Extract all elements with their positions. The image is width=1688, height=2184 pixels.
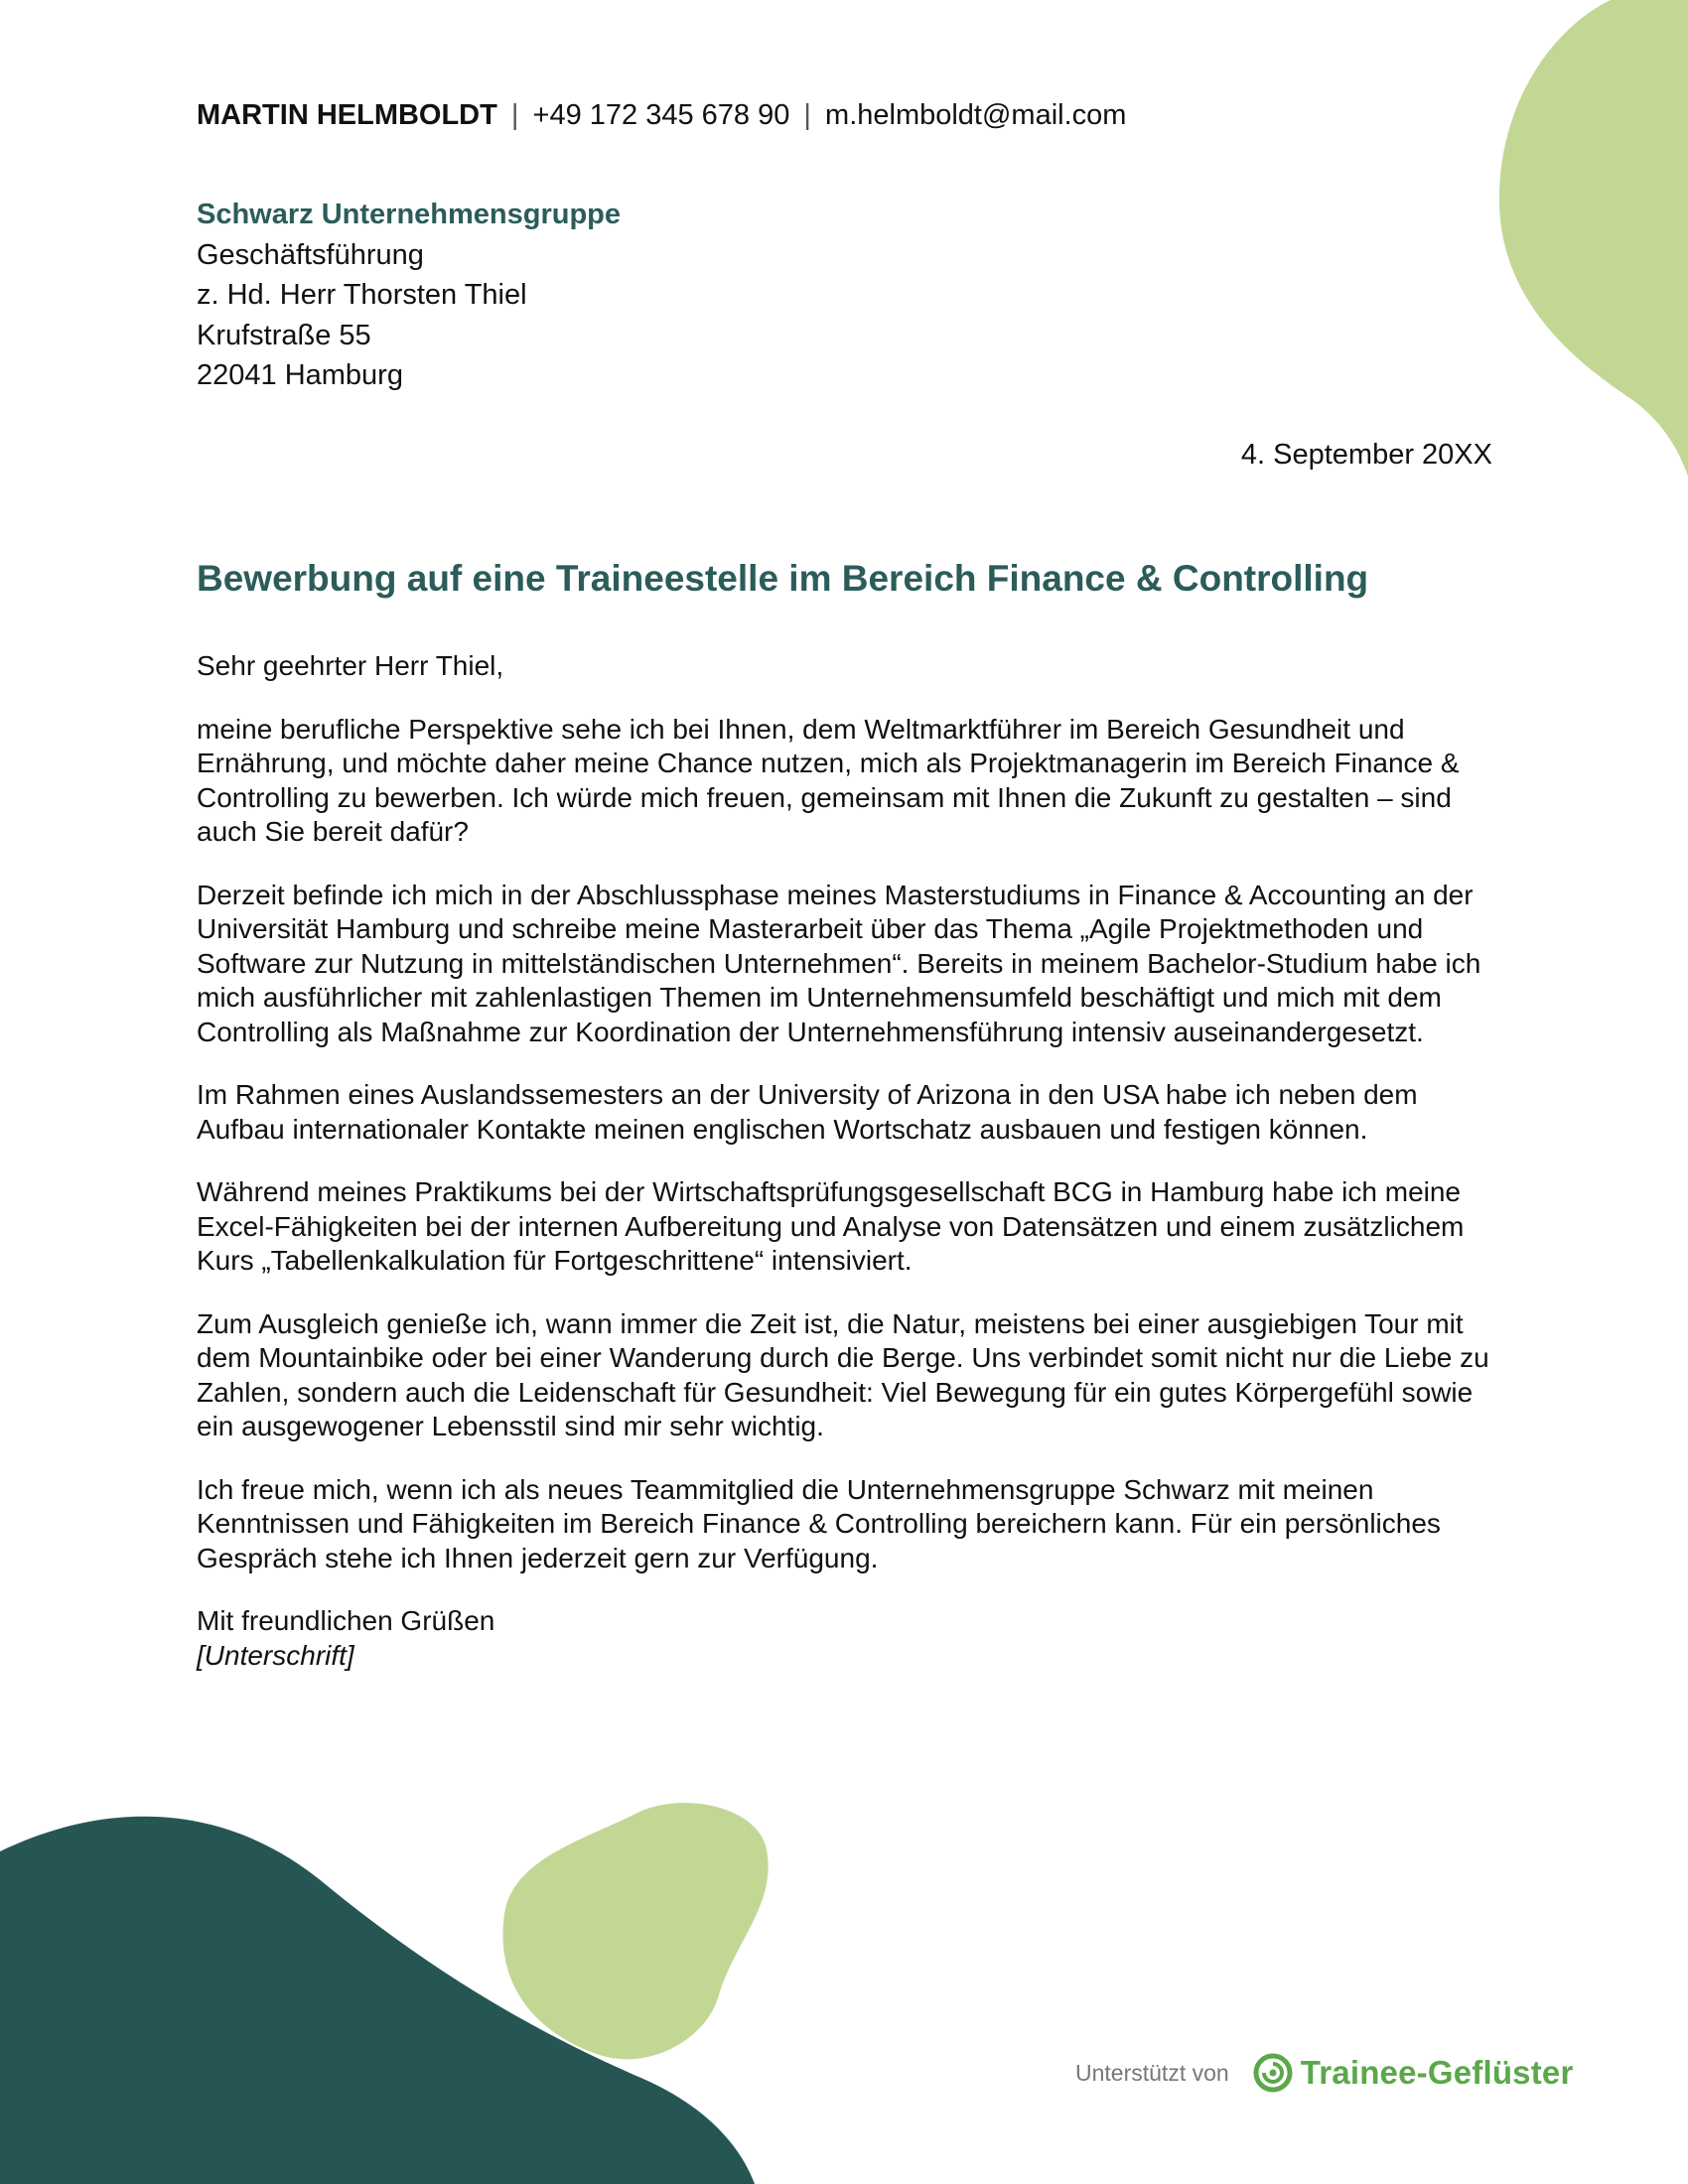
recipient-street: Krufstraße 55 <box>197 319 371 351</box>
body-paragraph: Ich freue mich, wenn ich als neues Teammitglied die Unternehmensgruppe Schwarz mit meinen Kenntnissen und Fähigkeiten im Bereich Finance & Controlling bereichern kann. Für ein persönliches Gespräch stehe ich Ihnen jederzeit gern zur Verfügung. <box>197 1473 1441 1573</box>
salutation: Sehr geehrter Herr Thiel, <box>197 650 504 681</box>
sender-phone: +49 172 345 678 90 <box>532 99 790 131</box>
body-paragraph: Im Rahmen eines Auslandssemesters an der University of Arizona in den USA habe ich neben dem Aufbau internationaler Kontakte meinen englischen Wortschatz ausbauen und festigen können. <box>197 1079 1418 1145</box>
letter-date: 4. September 20XX <box>1240 439 1492 471</box>
decorative-blob-bottom-center <box>494 1795 773 2065</box>
footer-branding <box>1075 2053 1574 2093</box>
recipient-address <box>197 195 621 396</box>
recipient-company: Schwarz Unternehmensgruppe <box>197 199 622 230</box>
recipient-department: Geschäftsführung <box>197 238 424 271</box>
sender-header <box>197 97 1126 133</box>
header-separator: | <box>803 99 811 131</box>
decorative-blob-top-right <box>1430 0 1688 477</box>
closing: Mit freundlichen Grüßen <box>197 1605 495 1636</box>
body-paragraph: Derzeit befinde ich mich in der Abschlussphase meines Masterstudiums in Finance & Accounting an der Universität Hamburg und schreibe meine Masterarbeit über das Thema „Agile Projektmethoden und Software zur Nutzung in mittelständischen Unternehmen“. Bereits in meinem Bachelor-Studium habe ich mich ausführlicher mit zahlenlastigen Themen im Unternehmensumfeld beschäftigt und mich mit dem Controlling als Maßnahme zur Koordination der Unternehmensführung intensiv auseinandergesetzt. <box>197 879 1481 1047</box>
body-paragraph: meine berufliche Perspektive sehe ich bei Ihnen, dem Weltmarktführer im Bereich Gesundheit und Ernährung, und möchte daher meine Chance nutzen, mich als Projektmanagerin im Bereich Finance & Controlling zu bewerben. Ich würde mich freuen, gemeinsam mit Ihnen die Zukunft zu gestalten – sind auch Sie bereit dafür? <box>197 713 1460 847</box>
recipient-attention: z. Hd. Herr Thorsten Thiel <box>197 279 527 311</box>
spiral-logo-icon <box>1253 2053 1293 2093</box>
header-separator: | <box>510 99 519 131</box>
sender-name: MARTIN HELMBOLDT <box>197 99 497 131</box>
sender-email: m.helmboldt@mail.com <box>825 99 1127 131</box>
recipient-city: 22041 Hamburg <box>197 359 403 391</box>
body-paragraph: Während meines Praktikums bei der Wirtschaftsprüfungsgesellschaft BCG in Hamburg habe ich meine Excel-Fähigkeiten bei der internen Aufbereitung und Analyse von Datensätzen und einem zusätzlichem Kurs „Tabellenkalkulation für Fortgeschrittene“ intensiviert. <box>197 1176 1465 1276</box>
signature-placeholder: [Unterschrift] <box>197 1639 354 1671</box>
brand-name: Trainee-Geflüster <box>1300 2054 1574 2091</box>
body-paragraph: Zum Ausgleich genieße ich, wann immer die Zeit ist, die Natur, meistens bei einer ausgiebigen Tour mit dem Mountainbike oder bei einer Wanderung durch die Berge. Uns verbindet somit nicht nur die Liebe zu Zahlen, sondern auch die Leidenschaft für Gesundheit: Viel Bewegung für ein gutes Körpergefühl sowie ein ausgewogener Lebensstil sind mir sehr wichtig. <box>197 1307 1489 1441</box>
letter-subject: Bewerbung auf eine Traineestelle im Bereich Finance & Controlling <box>197 558 1369 599</box>
supported-by-label: Unterstützt von <box>1075 2059 1229 2086</box>
letter-body <box>197 649 1492 1673</box>
